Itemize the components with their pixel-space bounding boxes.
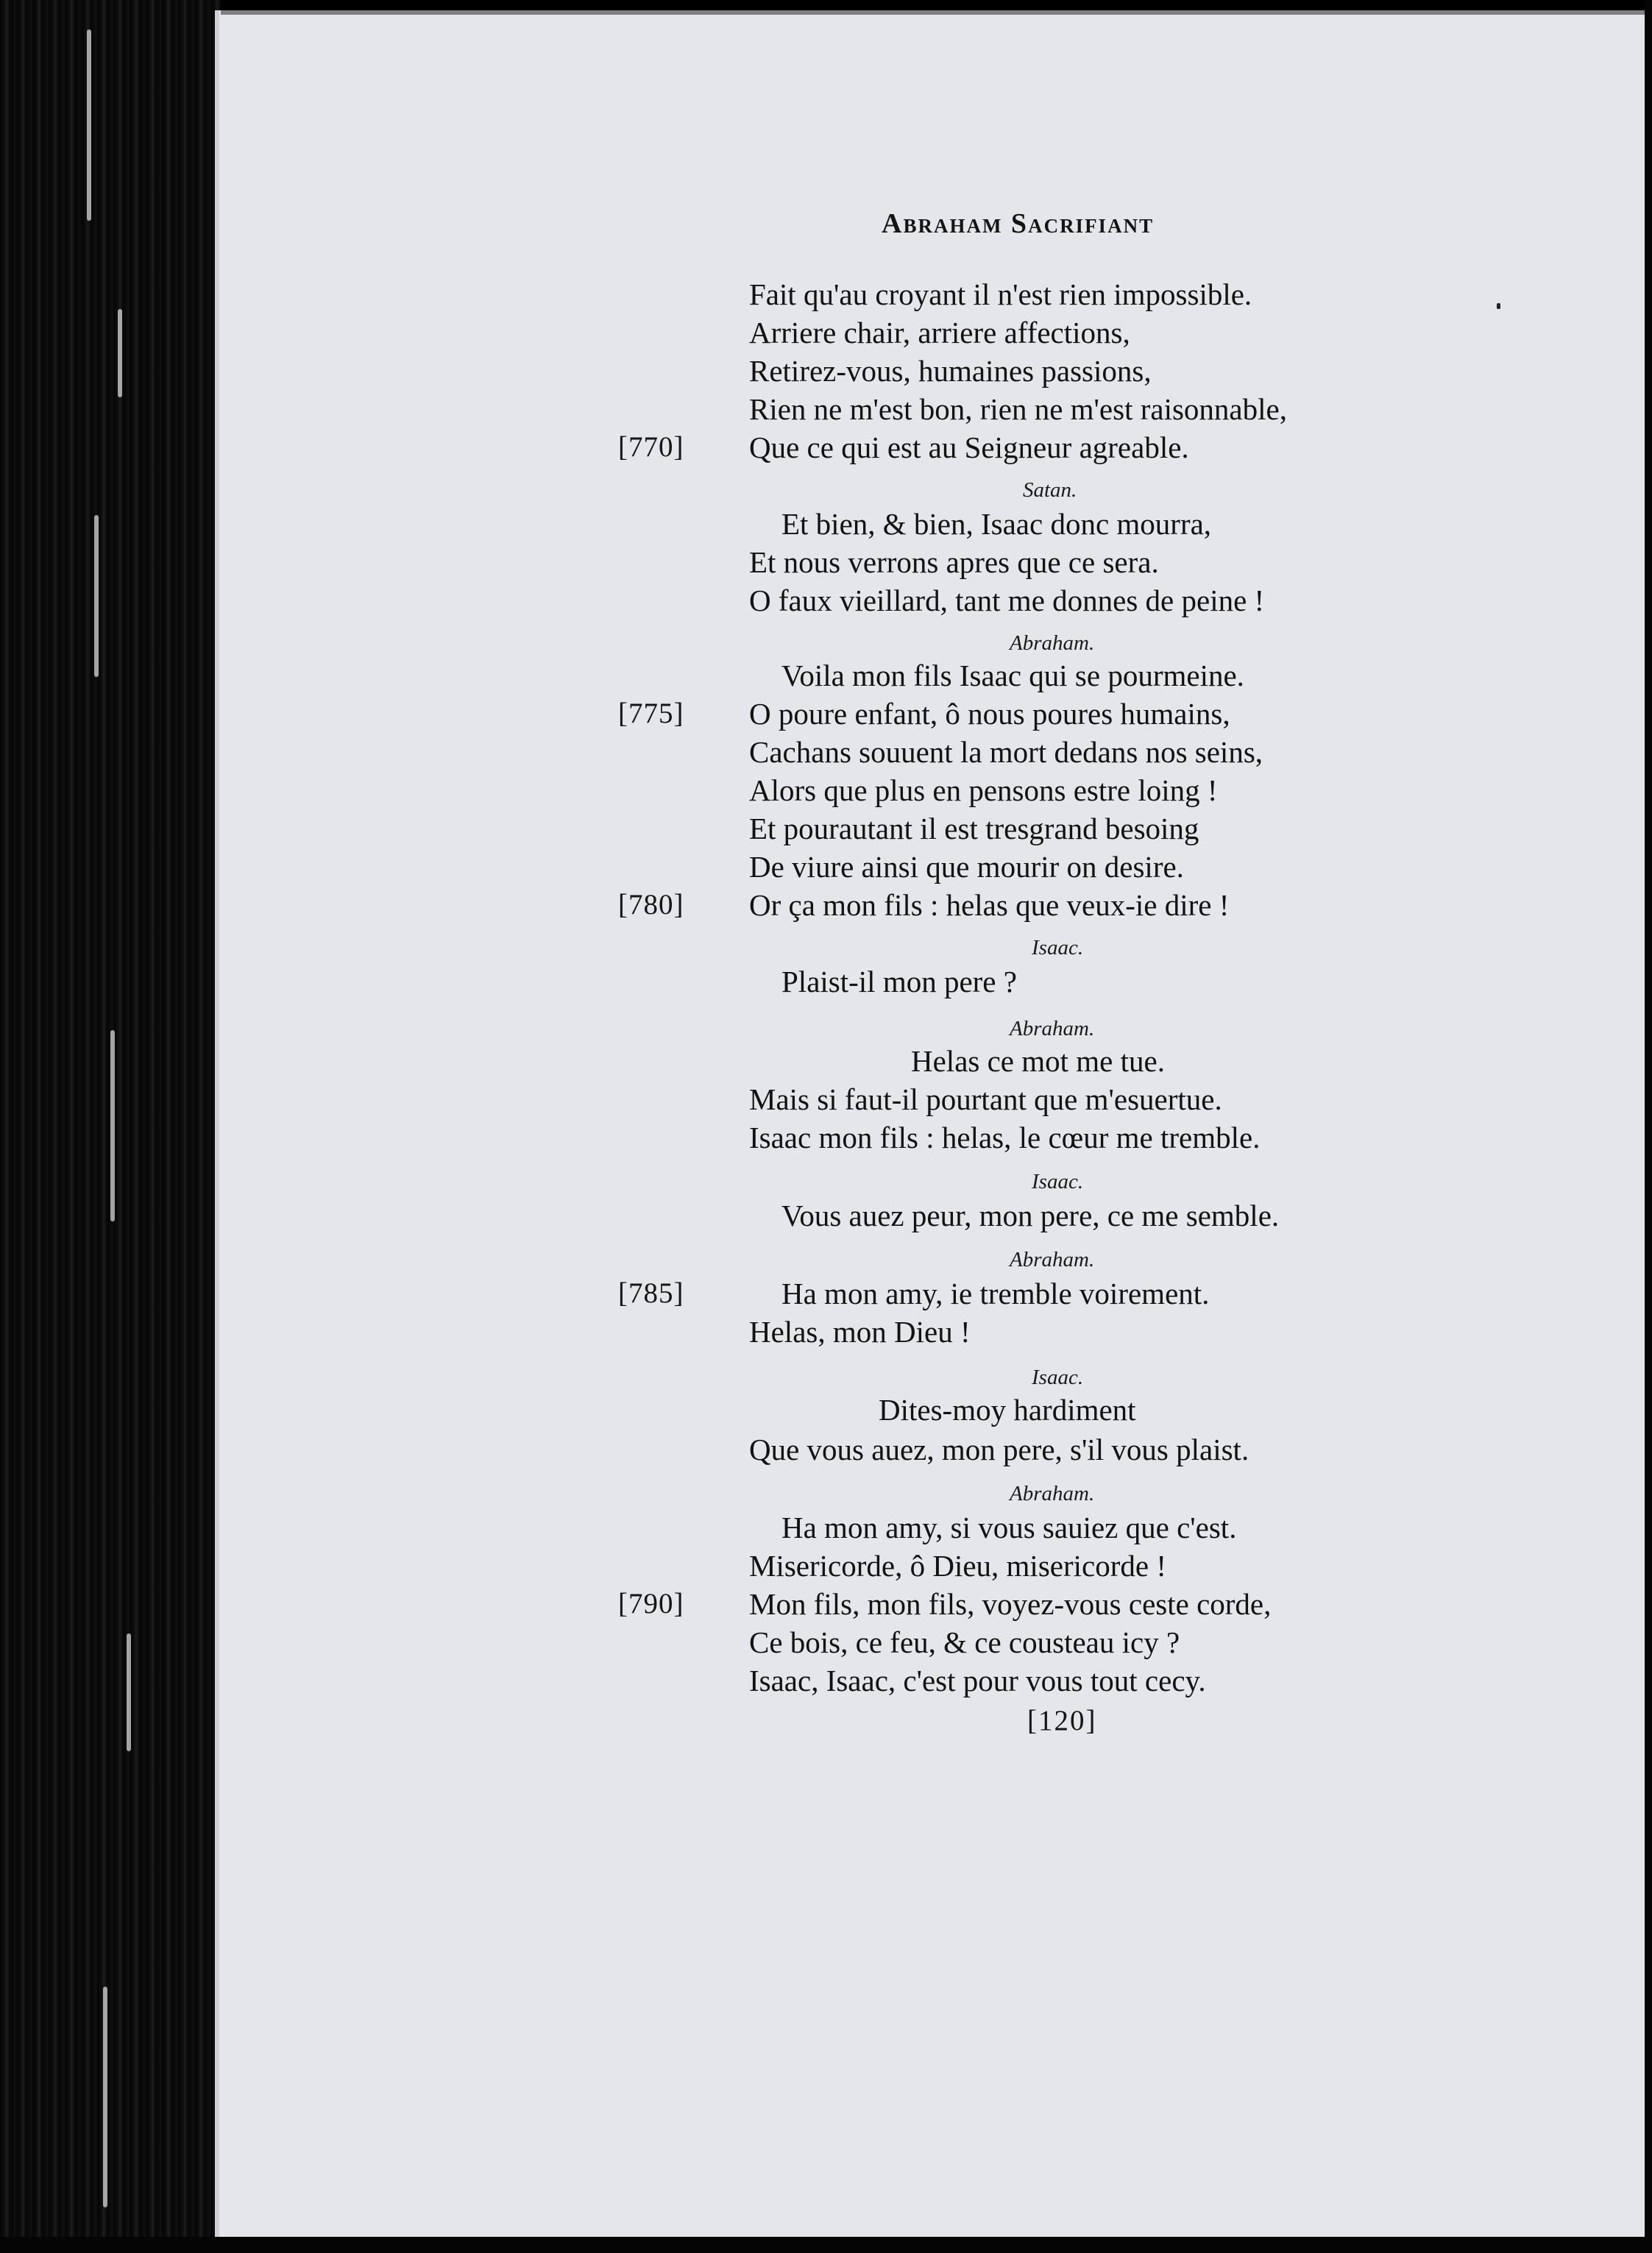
verse-line: Ha mon amy, ie tremble voirement. bbox=[781, 1277, 1210, 1310]
line-number: [770] bbox=[618, 431, 684, 463]
verse-line: Rien ne m'est bon, rien ne m'est raisonnable, bbox=[749, 392, 1287, 426]
verse-line: Que vous auez, mon pere, s'il vous plaist. bbox=[749, 1433, 1249, 1466]
verse-line: Helas ce mot me tue. bbox=[911, 1044, 1165, 1078]
speaker-label: Abraham. bbox=[1010, 1482, 1095, 1505]
speaker-label: Abraham. bbox=[1010, 1248, 1095, 1271]
verse-line: Voila mon fils Isaac qui se pourmeine. bbox=[781, 659, 1244, 692]
verse-line: Or ça mon fils : helas que veux-ie dire ! bbox=[749, 888, 1230, 922]
speaker-label: Abraham. bbox=[1010, 1017, 1095, 1040]
ink-speck bbox=[1497, 303, 1500, 309]
verse-line: O faux vieillard, tant me donnes de peine ! bbox=[749, 583, 1265, 617]
line-number: [780] bbox=[618, 889, 684, 920]
verse-line: Isaac mon fils : helas, le cœur me tremble. bbox=[749, 1121, 1261, 1154]
verse-line: Arriere chair, arriere affections, bbox=[749, 316, 1130, 350]
binding-streak bbox=[94, 515, 99, 677]
verse-line: Que ce qui est au Seigneur agreable. bbox=[749, 430, 1189, 464]
verse-line: Mais si faut-il pourtant que m'esuertue. bbox=[749, 1082, 1222, 1116]
page-bottom-edge bbox=[0, 2237, 1652, 2253]
page-number: [120] bbox=[1027, 1705, 1097, 1736]
verse-line: Et pourautant il est tresgrand besoing bbox=[749, 812, 1199, 845]
verse-line: Mon fils, mon fils, voyez-vous ceste corde, bbox=[749, 1587, 1272, 1621]
binding-streak bbox=[127, 1633, 131, 1751]
verse-line: O poure enfant, ô nous poures humains, bbox=[749, 697, 1230, 731]
page-top-edge bbox=[221, 10, 1648, 15]
binding-streak bbox=[87, 29, 91, 221]
verse-line: Fait qu'au croyant il n'est rien impossible. bbox=[749, 277, 1252, 311]
line-number: [785] bbox=[618, 1277, 684, 1309]
speaker-label: Satan. bbox=[1023, 478, 1077, 502]
line-number: [790] bbox=[618, 1588, 684, 1619]
verse-line: Ce bois, ce feu, & ce cousteau icy ? bbox=[749, 1625, 1180, 1659]
verse-line: Et bien, & bien, Isaac donc mourra, bbox=[781, 507, 1212, 541]
verse-line: Plaist-il mon pere ? bbox=[781, 965, 1017, 998]
speaker-label: Isaac. bbox=[1032, 1366, 1084, 1389]
verse-line: Ha mon amy, si vous sauiez que c'est. bbox=[781, 1511, 1237, 1544]
line-number: [775] bbox=[618, 698, 684, 729]
verse-line: Alors que plus en pensons estre loing ! bbox=[749, 773, 1218, 807]
book-binding-edge bbox=[0, 0, 221, 2253]
verse-line: Dites-moy hardiment bbox=[879, 1393, 1136, 1427]
binding-streak bbox=[118, 309, 122, 397]
page-right-edge bbox=[1645, 0, 1652, 2253]
running-head: Abraham Sacrifiant bbox=[882, 208, 1155, 239]
speaker-label: Isaac. bbox=[1032, 936, 1084, 959]
binding-streak bbox=[110, 1030, 115, 1221]
speaker-label: Isaac. bbox=[1032, 1170, 1084, 1193]
verse-line: Helas, mon Dieu ! bbox=[749, 1315, 971, 1349]
verse-line: Misericorde, ô Dieu, misericorde ! bbox=[749, 1549, 1166, 1583]
verse-line: Vous auez peur, mon pere, ce me semble. bbox=[781, 1199, 1280, 1232]
verse-line: Retirez-vous, humaines passions, bbox=[749, 354, 1152, 388]
speaker-label: Abraham. bbox=[1010, 631, 1095, 655]
verse-line: Et nous verrons apres que ce sera. bbox=[749, 545, 1159, 579]
verse-line: De viure ainsi que mourir on desire. bbox=[749, 850, 1184, 884]
verse-line: Isaac, Isaac, c'est pour vous tout cecy. bbox=[749, 1664, 1206, 1697]
verse-line: Cachans souuent la mort dedans nos seins, bbox=[749, 735, 1263, 769]
binding-streak bbox=[103, 1987, 107, 2207]
